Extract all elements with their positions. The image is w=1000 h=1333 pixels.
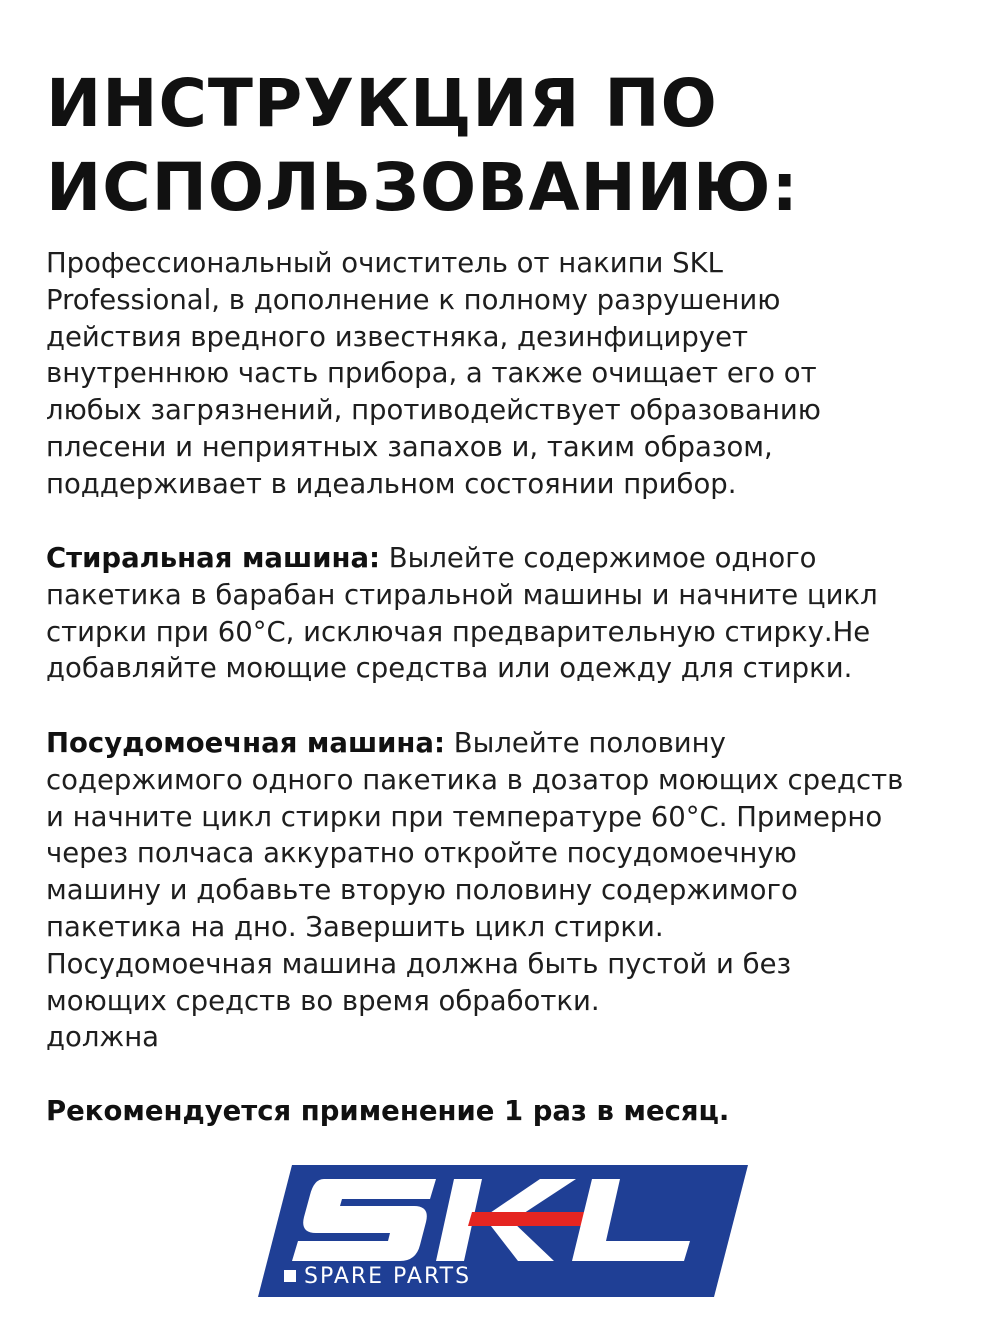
logo-letter-s bbox=[292, 1179, 436, 1261]
washer-first-line bbox=[46, 540, 966, 577]
dishwasher-line: и начните цикл стирки при температуре 60°C. Примерно bbox=[46, 800, 883, 833]
dishwasher-first-line bbox=[46, 725, 966, 762]
washing-machine-heading: Стиральная машина: bbox=[46, 542, 381, 574]
logo-red-stripe bbox=[468, 1212, 588, 1226]
dishwasher-line: содержимого одного пакетика в дозатор моющих средств bbox=[46, 763, 904, 796]
skl-logo bbox=[258, 1165, 748, 1297]
intro-paragraph bbox=[46, 245, 966, 503]
logo-tagline: SPARE PARTS bbox=[304, 1264, 472, 1289]
page-title-line-2: ИСПОЛЬЗОВАНИЮ: bbox=[46, 149, 799, 226]
dishwasher-line: должна bbox=[46, 1021, 160, 1054]
logo-square bbox=[284, 1270, 296, 1282]
washer-line: стирки при 60°C, исключая предварительную стирку.Не bbox=[46, 615, 871, 648]
skl-logo-graphic bbox=[258, 1165, 748, 1297]
intro-line: Professional, в дополнение к полному разрушению bbox=[46, 283, 781, 316]
dishwasher-line: пакетика на дно. Завершить цикл стирки. bbox=[46, 910, 664, 943]
page-title-line-1: ИНСТРУКЦИЯ ПО bbox=[46, 65, 718, 142]
washer-line: добавляйте моющие средства или одежду для стирки. bbox=[46, 652, 853, 685]
intro-line: поддерживает в идеальном состоянии прибор. bbox=[46, 467, 737, 500]
intro-line: внутреннюю часть прибора, а также очищает его от bbox=[46, 357, 817, 390]
dishwasher-line: машину и добавьте вторую половину содержимого bbox=[46, 874, 798, 907]
dishwasher-line: моющих средств во время обработки. bbox=[46, 984, 600, 1017]
dishwasher-section bbox=[46, 725, 966, 1056]
dishwasher-line: через полчаса аккуратно откройте посудомоечную bbox=[46, 837, 797, 870]
intro-line: действия вредного известняка, дезинфицирует bbox=[46, 320, 749, 353]
intro-line: плесени и неприятных запахов и, таким образом, bbox=[46, 430, 773, 463]
page-title bbox=[46, 62, 966, 230]
recommendation-text: Рекомендуется применение 1 раз в месяц. bbox=[46, 1095, 730, 1127]
dishwasher-heading: Посудомоечная машина: bbox=[46, 727, 445, 759]
intro-line: любых загрязнений, противодействует образованию bbox=[46, 394, 821, 427]
washing-machine-section bbox=[46, 540, 966, 687]
washer-text: Вылейте содержимое одного bbox=[380, 542, 817, 574]
washer-line: пакетика в барабан стиральной машины и начните цикл bbox=[46, 578, 878, 611]
dishwasher-text: Вылейте половину bbox=[445, 727, 726, 759]
dishwasher-line: Посудомоечная машина должна быть пустой и без bbox=[46, 947, 792, 980]
intro-line: Профессиональный очиститель от накипи SKL bbox=[46, 247, 723, 279]
